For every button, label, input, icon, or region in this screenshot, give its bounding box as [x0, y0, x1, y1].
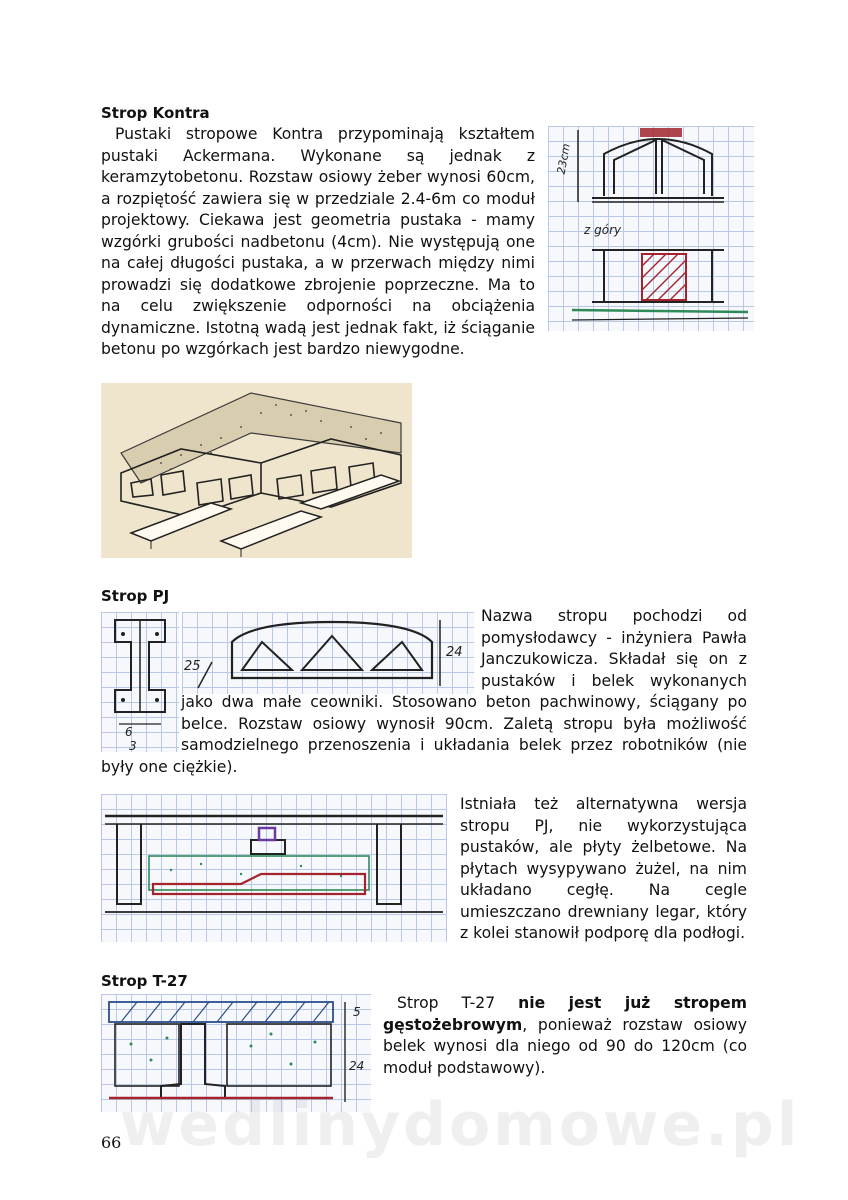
pj-paragraph-2: Istniała też alternatywna wersja stropu PJ, nie wykorzystująca pustaków, ale płyty żelbetowe. Na płytach wysypywano żużel, na nim układano cegłę. Na cegle umieszczano drewniany legar, który z kolei stanowił podporę dla podłogi. [460, 795, 747, 942]
pj-dim-24: 24 [446, 645, 463, 660]
t27-text-end: , ponieważ rozstaw osiowy belek wynosi dla niego od 90 do 120cm (co moduł podstawowy). [383, 1015, 747, 1077]
pj-dim-6: 6 [125, 725, 133, 739]
t27-dim-24: 24 [349, 1059, 365, 1073]
kontra-perspective-illustration [101, 383, 412, 558]
heading-strop-t27: Strop T-27 [101, 972, 188, 990]
kontra-sketch [548, 126, 754, 331]
heading-strop-kontra: Strop Kontra [101, 104, 210, 122]
kontra-height-label: 23cm [554, 142, 573, 176]
kontra-top-label: z góry [584, 223, 622, 237]
pj-paragraph-1 [101, 606, 747, 778]
pj-floor-sketch [101, 794, 447, 942]
t27-text-bold: nie jest już stropem gęstożebrowym [383, 994, 747, 1034]
pj-paragraph-1-text: Nazwa stropu pochodzi od pomysłodawcy - inżyniera Pawła Janczukowicza. Składał się on z pustaków i belek wykonanych jako dwa małe ceowniki. Stosowano beton pachwinowy, ściągany po belce. Rozstaw osiowy wynosił 90cm. Zaletą stropu była możliwość samodzielnego przenoszenia i układania belek przez robotników (nie były one ciężkie). [101, 607, 747, 776]
pj-dim-3: 3 [129, 739, 137, 752]
kontra-sketch-drawing [548, 126, 754, 331]
heading-strop-pj: Strop PJ [101, 587, 170, 605]
kontra-paragraph: Pustaki stropowe Kontra przypominają kształtem pustaki Ackermana. Wykonane są jednak z keramzytobetonu. Rozstaw osiowy żeber wynosi 60cm, a rozpiętość zawiera się w przedziale 2.4-6m co moduł projektowy. Ciekawa jest geometria pustaka - mamy wzgórki grubości nadbetonu (4cm). Nie występują one na całej długości pustaka, a w przerwach między nimi prowadzi się dodatkowe zbrojenie poprzeczne. Ma to na celu zwiększenie odporności na obciążenia dynamiczne. Istotną wadą jest jednak fakt, iż ściąganie betonu po wzgórkach jest bardzo niewygodne. [101, 125, 535, 358]
t27-dim-5: 5 [353, 1005, 361, 1019]
t27-text-start: Strop T-27 [397, 994, 519, 1012]
pj-dim-25: 25 [184, 659, 201, 674]
page-number: 66 [101, 1133, 122, 1152]
watermark: wedlinydomowe.pl [120, 1090, 801, 1160]
t27-paragraph [383, 993, 747, 1079]
